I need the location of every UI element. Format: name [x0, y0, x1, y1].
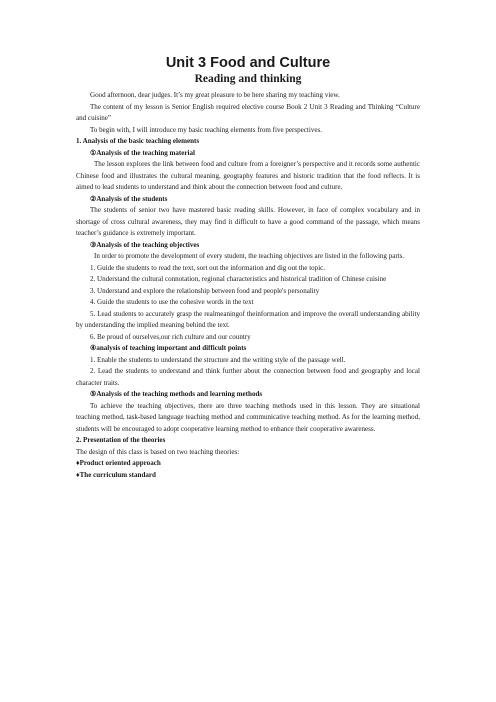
students-text: The students of senior two have mastered basic reading skills. However, in face of complex vocabulary and in shortage of cross cultural awareness, they may find it difficult to have a good command of the passage, which means teacher’s guidance is extremely important.: [76, 206, 420, 237]
intro-greeting: Good afternoon, dear judges. It’s my great pleasure to be here sharing my teaching view.: [90, 91, 340, 99]
methods-text: To achieve the teaching objectives, there are three teaching methods used in this lesson. They are situational teaching method, task-based language teaching method and communicative teaching method. As for the learning method, students will be encouraged to adopt cooperative learning method to enhance their cooperative awareness.: [76, 401, 420, 433]
objective-item: 4. Guide the students to use the cohesive words in the text: [90, 298, 254, 306]
document-body: [76, 90, 420, 481]
objective-item: 6. Be proud of ourselves,our rich culture and our country: [90, 332, 251, 341]
objective-item: 5. Lead students to accurately grasp the realmeaningof theinformation and improve the overall understanding ability by understanding the implied meaning behind the text.: [76, 309, 420, 329]
point-item: 1. Enable the students to understand the structure and the writing style of the passage well.: [90, 355, 346, 364]
objectives-heading: ③Analysis of the teaching objectives: [90, 240, 200, 249]
page-title: Unit 3 Food and Culture: [165, 55, 331, 71]
material-text: The lesson explores the link between food and culture from a foreigner’s perspective and it records some authentic Chinese food and illustrates the cultural meaning, geography features and historic tradition that the food reflects. It is aimed to lead students to understand and think about the connection between food and culture.: [76, 160, 420, 191]
objective-item: 1. Guide the students to read the text, sort out the information and dig out the topic.: [90, 263, 326, 272]
objective-item: 3. Understand and explore the relationship between food and people's personality: [90, 286, 320, 295]
page-subtitle: Reading and thinking: [194, 73, 302, 85]
students-heading: ②Analysis of the students: [90, 194, 168, 203]
theory-item: ♦The curriculum standard: [76, 470, 156, 479]
intro-content: The content of my lesson is Senior English required elective course Book 2 Unit 3 Reading and Thinking “Culture and cuisine”: [76, 102, 420, 122]
objectives-text: In order to promote the development of every student, the teaching objectives are listed in the following parts.: [94, 252, 405, 260]
methods-heading: ⑤Analysis of the teaching methods and learning methods: [90, 390, 263, 398]
points-heading: ④analysis of teaching important and difficult points: [90, 344, 247, 352]
objective-item: 2. Understand the cultural connotation, regional characteristics and historical tradition of Chinese cuisine: [90, 275, 387, 283]
theories-intro: The design of this class is based on two teaching theories:: [76, 447, 240, 456]
section-2-heading: 2. Presentation of the theories: [76, 436, 166, 444]
section-1-heading: 1. Analysis of the basic teaching elements: [76, 137, 200, 145]
material-heading: ①Analysis of the teaching material: [90, 148, 195, 157]
point-item: 2. Lead the students to understand and think further about the connection between food and geography and local character traits.: [76, 367, 420, 387]
intro-begin: To begin with, I will introduce my basic teaching elements from five perspectives.: [90, 125, 322, 134]
theory-item: ♦Product oriented approach: [76, 459, 161, 467]
